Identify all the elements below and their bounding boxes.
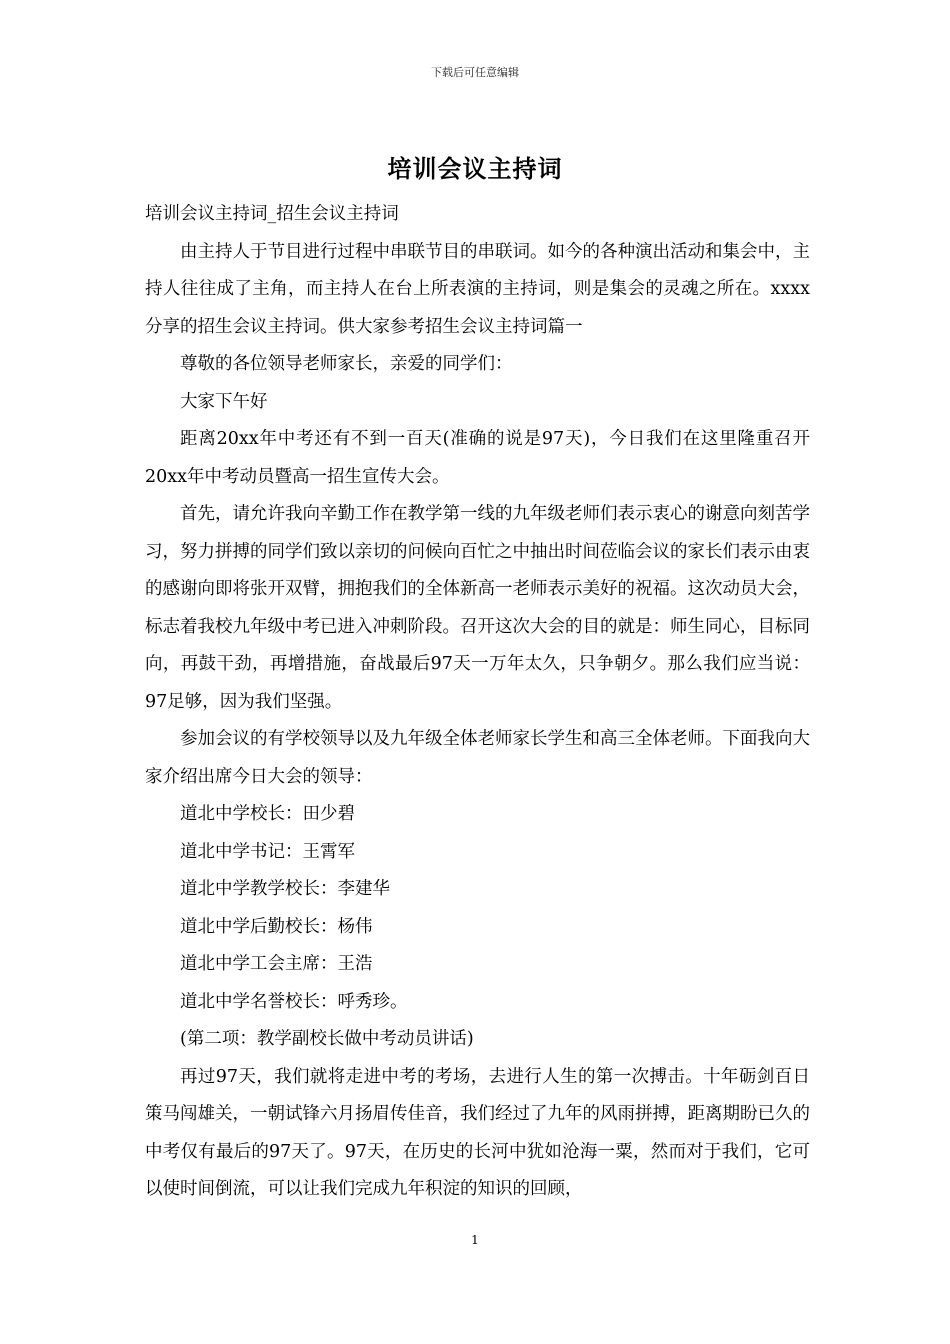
document-body [145,196,810,1209]
paragraph-attendees: 参加会议的有学校领导以及九年级全体老师家长学生和高三全体老师。下面我向大家介绍出席今日大会的领导： [145,729,810,787]
document-title: 培训会议主持词 [387,154,563,183]
page-header: 下载后可任意编辑 [431,66,519,79]
paragraph-good-afternoon: 大家下午好 [180,391,268,412]
leader-list-item: 道北中学后勤校长：杨伟 [180,916,373,937]
paragraph-intro: 由主持人于节目进行过程中串联节目的串联词。如今的各种演出活动和集会中，主持人往往成了主角，而主持人在台上所表演的主持词，则是集会的灵魂之所在。xxxx分享的招生会议主持词。供大家参考招生会议主持词篇一 [145,241,810,337]
paragraph-speech: 再过97天，我们就将走进中考的考场，去进行人生的第一次搏击。十年砺剑百日策马闯雄关，一朝试锋六月扬眉传佳音，我们经过了九年的风雨拼搏，距离期盼已久的中考仅有最后的97天了。97天，在历史的长河中犹如沧海一粟，然而对于我们，它可以使时间倒流，可以让我们完成九年积淀的知识的回顾， [145,1066,810,1199]
document-subtitle: 培训会议主持词_招生会议主持词 [145,204,399,224]
leader-list-item: 道北中学名誉校长：呼秀珍。 [180,991,408,1012]
page-number: 1 [471,1233,479,1247]
paragraph-greeting: 尊敬的各位领导老师家长，亲爱的同学们： [180,354,513,374]
leader-list-item: 道北中学教学校长：李建华 [180,879,390,899]
paragraph-section-two: (第二项：教学副校长做中考动员讲话) [180,1029,474,1049]
paragraph-thanks: 首先，请允许我向辛勤工作在教学第一线的九年级老师们表示衷心的谢意向刻苦学习，努力拼搏的同学们致以亲切的问候向百忙之中抽出时间莅临会议的家长们表示由衷的感谢向即将张开双臂，拥抱我们的全体新高一老师表示美好的祝福。这次动员大会，标志着我校九年级中考已进入冲刺阶段。召开这次大会的目的就是：师生同心，目标同向，再鼓干劲，再增措施，奋战最后97天一万年太久，只争朝夕。那么我们应当说：97足够，因为我们坚强。 [145,504,810,712]
leader-list-item: 道北中学校长：田少碧 [180,804,355,824]
paragraph-countdown: 距离20xx年中考还有不到一百天(准确的说是97天)，今日我们在这里隆重召开20xx年中考动员暨高一招生宣传大会。 [145,429,810,487]
leader-list-item: 道北中学书记：王霄军 [180,841,355,862]
leader-list-item: 道北中学工会主席：王浩 [180,954,373,974]
